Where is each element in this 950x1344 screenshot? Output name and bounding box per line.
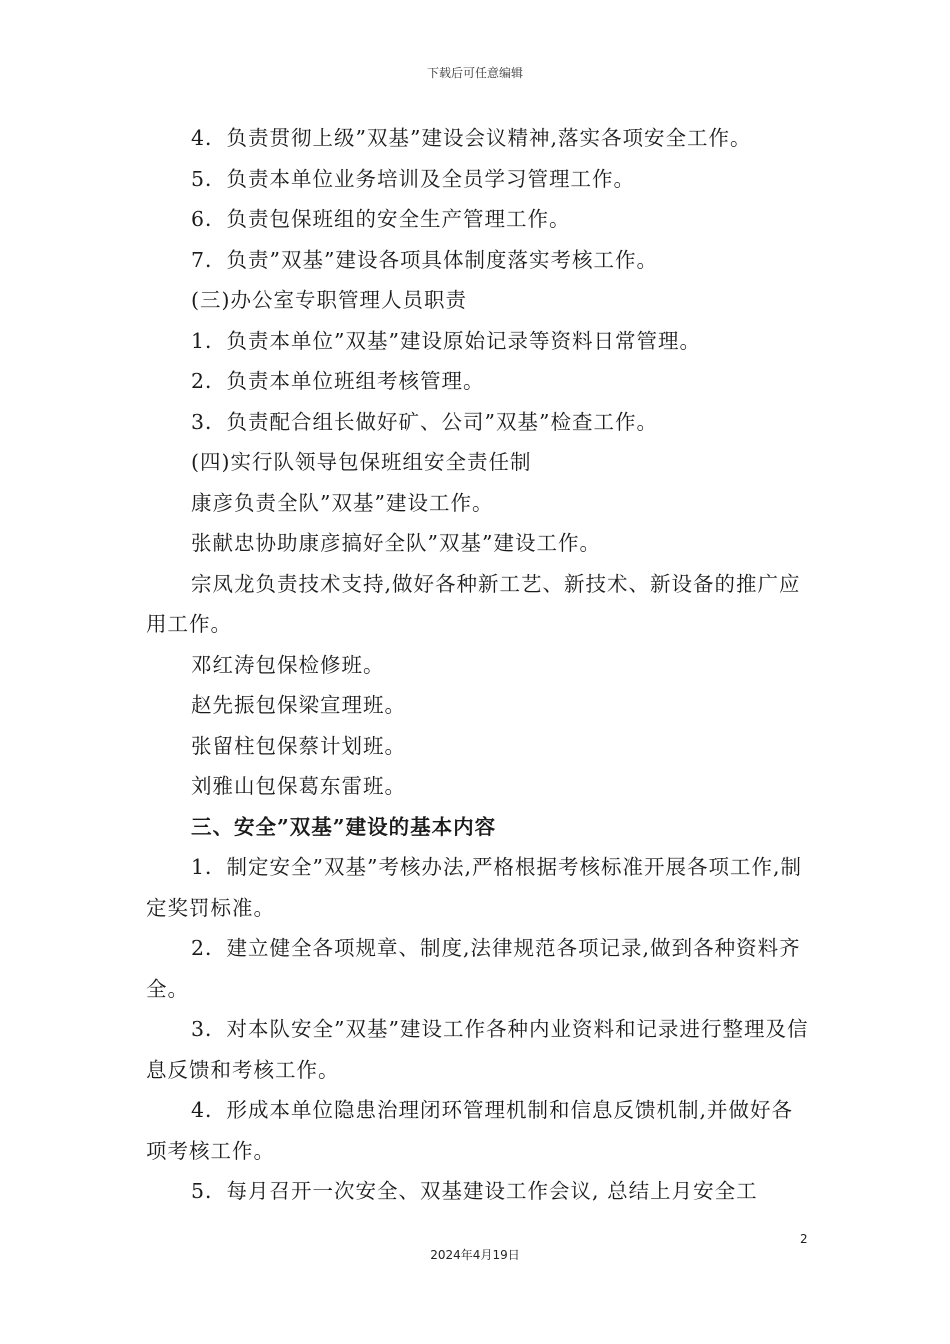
paragraph: 6．负责包保班组的安全生产管理工作。 [191, 207, 571, 231]
paragraph: 刘雅山包保葛东雷班。 [191, 774, 406, 798]
paragraph: 赵先振包保梁宣理班。 [191, 693, 406, 717]
paragraph: 7．负责”双基”建设各项具体制度落实考核工作。 [191, 247, 659, 272]
paragraph: 2．负责本单位班组考核管理。 [191, 369, 485, 393]
document-body [0, 118, 950, 1212]
paragraph: 邓红涛包保检修班。 [191, 652, 385, 677]
subsection-heading: (四)实行队领导包保班组安全责任制 [191, 450, 532, 474]
paragraph: 5．每月召开一次安全、双基建设工作会议, 总结上月安全工 [191, 1179, 758, 1203]
paragraph: 4．负责贯彻上级”双基”建设会议精神,落实各项安全工作。 [191, 126, 752, 150]
page-header: 下载后可任意编辑 [426, 66, 523, 80]
page-number: 2 [800, 1232, 808, 1246]
paragraph: 张献忠协助康彦搞好全队”双基”建设工作。 [191, 531, 601, 555]
subsection-heading: (三)办公室专职管理人员职责 [191, 288, 467, 312]
section-heading: 三、安全”双基”建设的基本内容 [191, 814, 497, 839]
paragraph: 5．负责本单位业务培训及全员学习管理工作。 [191, 166, 636, 191]
footer-date: 2024年4月19日 [430, 1248, 520, 1262]
paragraph: 3．负责配合组长做好矿、公司”双基”检查工作。 [191, 409, 659, 434]
paragraph: 4．形成本单位隐患治理闭环管理机制和信息反馈机制,并做好各项考核工作。 [146, 1098, 794, 1163]
paragraph: 1．负责本单位”双基”建设原始记录等资料日常管理。 [191, 328, 702, 353]
paragraph: 宗凤龙负责技术支持,做好各种新工艺、新技术、新设备的推广应用工作。 [146, 571, 801, 636]
paragraph: 康彦负责全队”双基”建设工作。 [191, 490, 494, 515]
paragraph: 张留柱包保蔡计划班。 [191, 733, 406, 758]
paragraph: 2．建立健全各项规章、制度,法律规范各项记录,做到各种资料齐全。 [146, 936, 801, 1001]
paragraph: 3．对本队安全”双基”建设工作各种内业资料和记录进行整理及信息反馈和考核工作。 [146, 1017, 809, 1082]
paragraph: 1．制定安全”双基”考核办法,严格根据考核标准开展各项工作,制定奖罚标准。 [146, 855, 803, 920]
